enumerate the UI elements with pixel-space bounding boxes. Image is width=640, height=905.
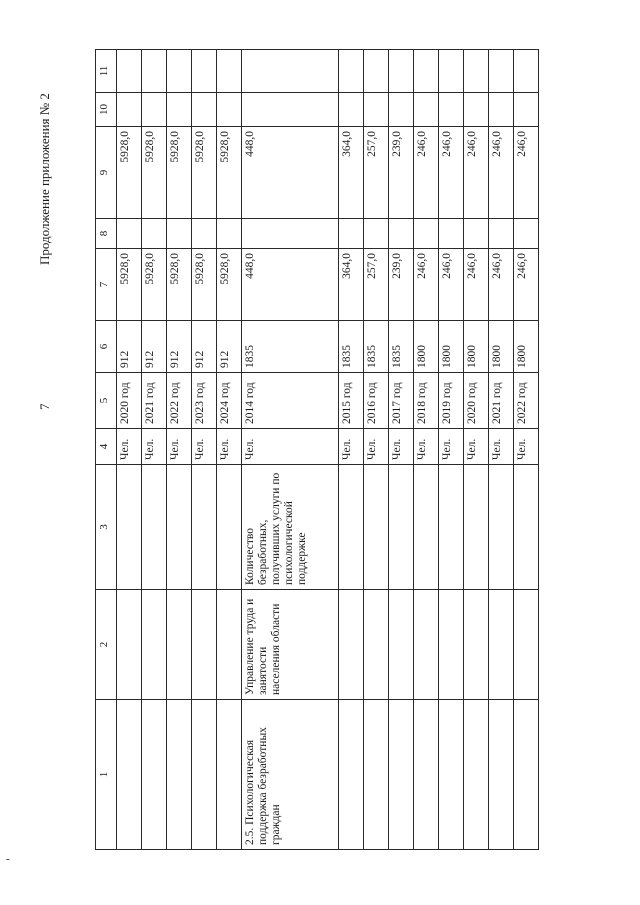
empty-cell <box>389 93 414 127</box>
section-title: 2.5. Психологическая поддержка безработных граждан <box>242 700 339 850</box>
budget-cell: 257,0 <box>364 127 389 219</box>
empty-cell <box>464 590 489 700</box>
empty-cell <box>167 219 192 249</box>
year-cell: 2022 год <box>167 373 192 429</box>
appendix-continuation-note: Продолжение приложения № 2 <box>37 93 52 265</box>
target-cell: 1800 <box>414 321 439 373</box>
unit-cell: Чел. <box>142 429 167 465</box>
empty-cell <box>142 700 167 850</box>
year-cell: 2020 год <box>117 373 142 429</box>
empty-cell <box>414 93 439 127</box>
column-number: 2 <box>96 590 117 700</box>
empty-cell <box>192 50 217 93</box>
target-cell: 1800 <box>514 321 539 373</box>
empty-cell <box>217 700 242 850</box>
table-row <box>167 50 192 850</box>
empty-cell <box>439 93 464 127</box>
budget-cell: 5928,0 <box>192 127 217 219</box>
empty-cell <box>464 465 489 590</box>
table-row <box>364 50 389 850</box>
empty-cell <box>192 219 217 249</box>
total-cell: 448,0 <box>242 249 339 321</box>
empty-cell <box>217 465 242 590</box>
year-cell: 2022 год <box>514 373 539 429</box>
empty-cell <box>217 590 242 700</box>
unit-cell: Чел. <box>217 429 242 465</box>
table-row <box>464 50 489 850</box>
year-cell: 2014 год <box>242 373 339 429</box>
column-number: 8 <box>96 219 117 249</box>
column-number: 11 <box>96 50 117 93</box>
target-cell: 912 <box>192 321 217 373</box>
empty-cell <box>514 590 539 700</box>
total-cell: 5928,0 <box>142 249 167 321</box>
target-cell: 912 <box>217 321 242 373</box>
empty-cell <box>339 219 364 249</box>
page-number: 7 <box>37 403 52 410</box>
empty-cell <box>489 465 514 590</box>
empty-cell <box>389 219 414 249</box>
empty-cell <box>414 590 439 700</box>
target-cell: 1835 <box>242 321 339 373</box>
empty-cell <box>192 590 217 700</box>
empty-cell <box>242 50 339 93</box>
empty-cell <box>464 93 489 127</box>
total-cell: 257,0 <box>364 249 389 321</box>
empty-cell <box>464 700 489 850</box>
unit-cell: Чел. <box>117 429 142 465</box>
empty-cell <box>167 93 192 127</box>
budget-cell: 5928,0 <box>217 127 242 219</box>
empty-cell <box>489 219 514 249</box>
unit-cell: Чел. <box>242 429 339 465</box>
empty-cell <box>167 50 192 93</box>
column-number: 10 <box>96 93 117 127</box>
empty-cell <box>242 219 339 249</box>
year-cell: 2023 год <box>192 373 217 429</box>
empty-cell <box>217 50 242 93</box>
target-cell: 1835 <box>389 321 414 373</box>
empty-cell <box>117 465 142 590</box>
empty-cell <box>464 219 489 249</box>
unit-cell: Чел. <box>514 429 539 465</box>
total-cell: 246,0 <box>414 249 439 321</box>
total-cell: 246,0 <box>464 249 489 321</box>
budget-cell: 448,0 <box>242 127 339 219</box>
empty-cell <box>439 590 464 700</box>
empty-cell <box>142 50 167 93</box>
column-number: 7 <box>96 249 117 321</box>
empty-cell <box>242 93 339 127</box>
empty-cell <box>167 590 192 700</box>
target-cell: 1800 <box>464 321 489 373</box>
empty-cell <box>414 219 439 249</box>
table-row <box>489 50 514 850</box>
target-cell: 912 <box>142 321 167 373</box>
table-row <box>414 50 439 850</box>
empty-cell <box>364 590 389 700</box>
table-row <box>514 50 539 850</box>
column-number: 4 <box>96 429 117 465</box>
empty-cell <box>339 465 364 590</box>
empty-cell <box>439 50 464 93</box>
total-cell: 246,0 <box>514 249 539 321</box>
empty-cell <box>142 219 167 249</box>
unit-cell: Чел. <box>167 429 192 465</box>
table-row <box>439 50 464 850</box>
column-number: 9 <box>96 127 117 219</box>
empty-cell <box>117 50 142 93</box>
empty-cell <box>514 93 539 127</box>
target-cell: 1800 <box>439 321 464 373</box>
column-number-row <box>96 50 117 850</box>
year-cell: 2017 год <box>389 373 414 429</box>
empty-cell <box>489 50 514 93</box>
indicator-cell: Количество безработных, получивших услуги по психологической поддержке <box>242 465 339 590</box>
empty-cell <box>339 93 364 127</box>
empty-cell <box>439 700 464 850</box>
budget-cell: 246,0 <box>414 127 439 219</box>
empty-cell <box>389 700 414 850</box>
empty-cell <box>514 465 539 590</box>
total-cell: 5928,0 <box>167 249 192 321</box>
total-cell: 246,0 <box>489 249 514 321</box>
empty-cell <box>489 93 514 127</box>
rotated-document-sheet <box>37 65 555 850</box>
empty-cell <box>339 50 364 93</box>
target-cell: 1835 <box>339 321 364 373</box>
executor-cell: Управление труда и занятости населения области <box>242 590 339 700</box>
empty-cell <box>364 93 389 127</box>
unit-cell: Чел. <box>364 429 389 465</box>
budget-cell: 246,0 <box>489 127 514 219</box>
empty-cell <box>489 700 514 850</box>
column-number: 5 <box>96 373 117 429</box>
budget-cell: 246,0 <box>439 127 464 219</box>
empty-cell <box>514 219 539 249</box>
empty-cell <box>439 219 464 249</box>
empty-cell <box>514 50 539 93</box>
year-cell: 2015 год <box>339 373 364 429</box>
empty-cell <box>142 93 167 127</box>
empty-cell <box>339 700 364 850</box>
unit-cell: Чел. <box>192 429 217 465</box>
budget-cell: 5928,0 <box>142 127 167 219</box>
table-row <box>192 50 217 850</box>
budget-cell: 5928,0 <box>167 127 192 219</box>
budget-cell: 246,0 <box>514 127 539 219</box>
budget-cell: 239,0 <box>389 127 414 219</box>
unit-cell: Чел. <box>439 429 464 465</box>
program-indicators-table <box>95 49 539 850</box>
total-cell: 5928,0 <box>192 249 217 321</box>
empty-cell <box>364 219 389 249</box>
column-number: 1 <box>96 700 117 850</box>
budget-cell: 246,0 <box>464 127 489 219</box>
empty-cell <box>192 93 217 127</box>
empty-cell <box>339 590 364 700</box>
column-number: 3 <box>96 465 117 590</box>
empty-cell <box>117 700 142 850</box>
empty-cell <box>167 700 192 850</box>
empty-cell <box>414 465 439 590</box>
table-row <box>242 50 339 850</box>
unit-cell: Чел. <box>464 429 489 465</box>
total-cell: 239,0 <box>389 249 414 321</box>
unit-cell: Чел. <box>414 429 439 465</box>
target-cell: 912 <box>117 321 142 373</box>
year-cell: 2018 год <box>414 373 439 429</box>
empty-cell <box>117 590 142 700</box>
empty-cell <box>192 465 217 590</box>
total-cell: 364,0 <box>339 249 364 321</box>
empty-cell <box>439 465 464 590</box>
year-cell: 2021 год <box>142 373 167 429</box>
empty-cell <box>117 93 142 127</box>
empty-cell <box>389 50 414 93</box>
empty-cell <box>464 50 489 93</box>
table-row <box>217 50 242 850</box>
unit-cell: Чел. <box>339 429 364 465</box>
margin-mark: - <box>6 853 10 865</box>
year-cell: 2016 год <box>364 373 389 429</box>
column-number: 6 <box>96 321 117 373</box>
empty-cell <box>192 700 217 850</box>
target-cell: 1800 <box>489 321 514 373</box>
budget-cell: 5928,0 <box>117 127 142 219</box>
total-cell: 5928,0 <box>217 249 242 321</box>
empty-cell <box>514 700 539 850</box>
empty-cell <box>217 219 242 249</box>
target-cell: 1835 <box>364 321 389 373</box>
empty-cell <box>389 465 414 590</box>
empty-cell <box>364 700 389 850</box>
empty-cell <box>142 465 167 590</box>
empty-cell <box>142 590 167 700</box>
budget-cell: 364,0 <box>339 127 364 219</box>
empty-cell <box>389 590 414 700</box>
year-cell: 2020 год <box>464 373 489 429</box>
empty-cell <box>364 50 389 93</box>
target-cell: 912 <box>167 321 192 373</box>
year-cell: 2021 год <box>489 373 514 429</box>
empty-cell <box>414 50 439 93</box>
unit-cell: Чел. <box>389 429 414 465</box>
year-cell: 2019 год <box>439 373 464 429</box>
empty-cell <box>414 700 439 850</box>
table-row <box>117 50 142 850</box>
empty-cell <box>117 219 142 249</box>
empty-cell <box>489 590 514 700</box>
empty-cell <box>167 465 192 590</box>
total-cell: 5928,0 <box>117 249 142 321</box>
table-row <box>142 50 167 850</box>
total-cell: 246,0 <box>439 249 464 321</box>
year-cell: 2024 год <box>217 373 242 429</box>
empty-cell <box>364 465 389 590</box>
unit-cell: Чел. <box>489 429 514 465</box>
empty-cell <box>217 93 242 127</box>
table-row <box>339 50 364 850</box>
table-row <box>389 50 414 850</box>
